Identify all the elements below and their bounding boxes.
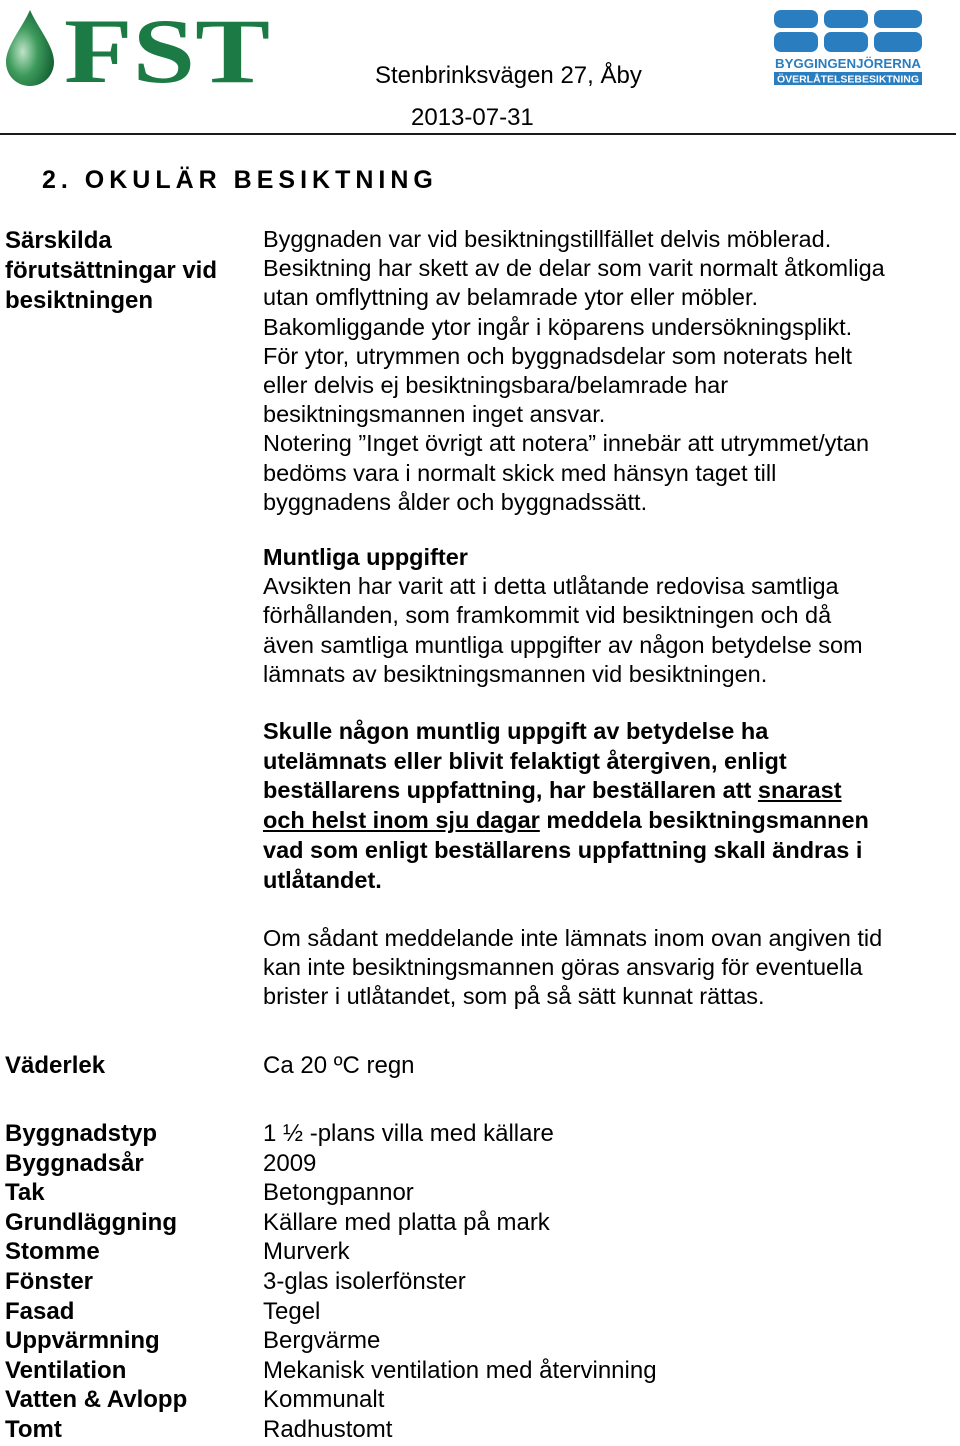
detail-row: Byggnadsår 2009 [5,1149,317,1177]
sbr-logo-line2: ÖVERLÅTELSEBESIKTNING [777,74,913,86]
weather-value: Ca 20 ºC regn [263,1052,415,1079]
detail-row: Tomt Radhustomt [5,1415,393,1443]
section-title: 2. OKULÄR BESIKTNING [42,166,438,194]
underlined-deadline-2: och helst inom sju dagar [263,807,540,834]
underlined-deadline-1: snarast [757,777,842,804]
page-header [0,0,960,136]
special-conditions-label: Särskilda förutsättningar vid besiktningen [5,227,218,314]
detail-row: Tak Betongpannor [5,1179,414,1207]
sbr-logo [772,8,924,88]
detail-row: Stomme Murverk [5,1238,350,1266]
oral-info-section: Muntliga uppgifter Avsikten har varit att i detta utlåtande redovisa samtliga förhållanden, som framkommit vid besiktningen och då även samtliga muntliga uppgifter av någon betydelse som lämnats av besiktningsmannen vid besiktningen. [263,543,943,689]
bold-notice: Skulle någon muntlig uppgift av betydelse ha utelämnats eller blivit felaktigt återgiven, enligt beställarens uppfattning, har beställaren att snarast och helst inom sju dagar meddela besiktningsmannen vad som enligt beställarens uppfattning skall ändras i utlåtandet. [263,718,869,893]
oral-info-heading: Muntliga uppgifter [263,544,468,570]
header-divider [0,133,956,135]
detail-row: Vatten & Avlopp Kommunalt [5,1386,385,1414]
detail-row: Uppvärmning Bergvärme [5,1327,381,1355]
detail-row: Fönster 3-glas isolerfönster [5,1267,466,1295]
detail-row: Byggnadstyp 1 ½ -plans villa med källare [5,1120,554,1147]
sbr-logo-line1: BYGGINGENJÖRERNA [775,57,913,71]
water-drop-icon [6,10,54,86]
fst-logo-text: FST [64,6,270,88]
detail-row: Ventilation Mekanisk ventilation med återvinning [5,1356,657,1384]
detail-row: Fasad Tegel [5,1297,321,1325]
inspection-date: 2013-07-31 [411,104,534,131]
building-details-table [0,1120,960,1446]
weather-label: Väderlek [5,1052,106,1079]
detail-row: Grundläggning Källare med platta på mark [5,1208,550,1236]
liability-text: Om sådant meddelande inte lämnats inom ovan angiven tid kan inte besiktningsmannen göras ansvarig för eventuella brister i utlåtandet, som på så sätt kunnat rättas. [263,925,883,1010]
fst-logo [4,6,274,88]
property-address: Stenbrinksvägen 27, Åby [375,62,642,89]
special-conditions-text: Byggnaden var vid besiktningstillfället delvis möblerad. Besiktning har skett av de delar som varit normalt åtkomliga utan omflyttning av belamrade ytor eller möbler. Bakomliggande ytor ingår i köparens undersökningsplikt. För ytor, utrymmen och byggnadsdelar som noterats helt eller delvis ej besiktningsbara/belamrade har besiktningsmannen inget ansvar. Notering ”Inget övrigt att notera” innebär att utrymmet/ytan bedöms vara i normalt skick med hänsyn taget till byggnadens ålder och byggnadssätt. [263,226,885,515]
